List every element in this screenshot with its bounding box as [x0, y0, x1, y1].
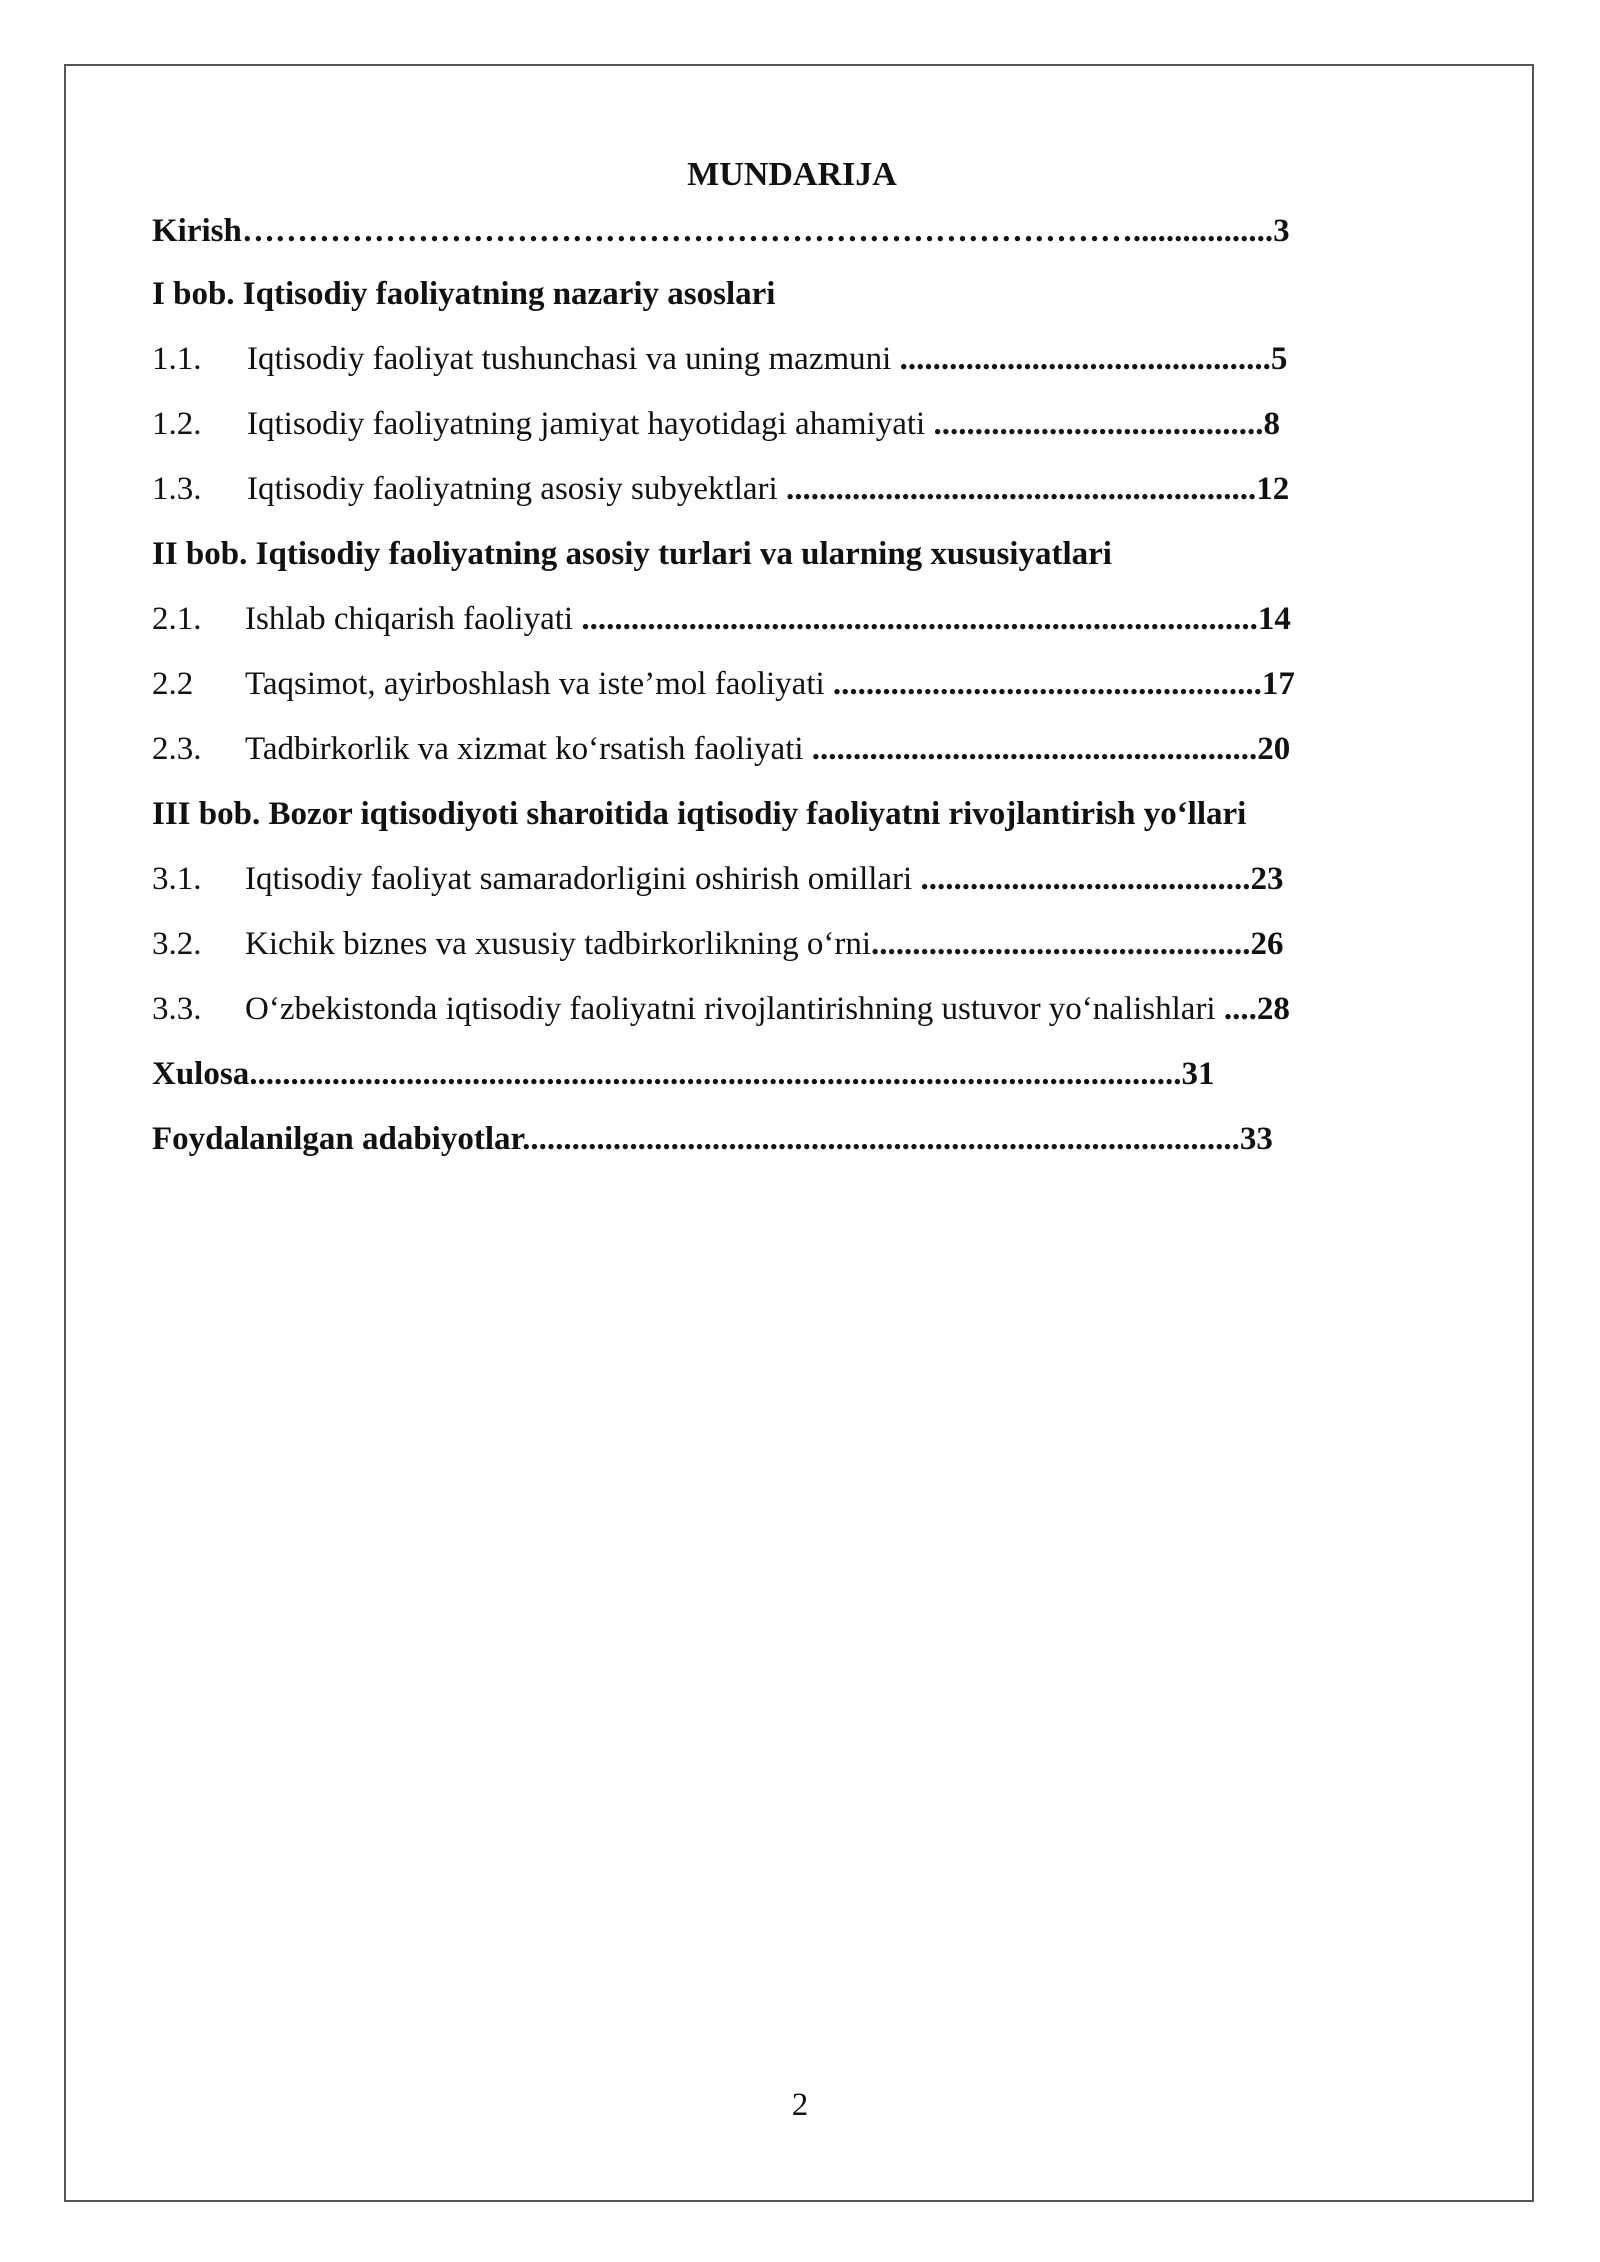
entry-text: Ishlab chiqarish faoliyati	[245, 601, 582, 637]
dot-leader: ....................................................	[832, 666, 1262, 702]
entry-text: Iqtisodiy faoliyatning asosiy subyektlari	[247, 471, 786, 507]
entry-text: Iqtisodiy faoliyat samaradorligini oshirish omillari	[245, 861, 921, 897]
entry-text: Tadbirkorlik va xizmat ko‘rsatish faoliyati	[245, 731, 812, 767]
page-ref: 20	[1257, 731, 1291, 767]
toc-section-3-1[interactable]	[152, 847, 1452, 912]
toc-section-2-1[interactable]	[152, 587, 1452, 652]
page-ref: 3	[1273, 213, 1290, 249]
entry-text: Xulosa	[152, 1056, 250, 1092]
chapter-title: II bob. Iqtisodiy faoliyatning asosiy turlari va ularning xususiyatlari	[152, 536, 1112, 572]
page-number: 2	[791, 2087, 809, 2123]
page-ref: 26	[1250, 926, 1284, 962]
toc-section-1-1[interactable]	[152, 327, 1452, 392]
toc-chapter-1[interactable]	[152, 262, 1452, 327]
toc-section-3-2[interactable]	[152, 912, 1452, 977]
entry-text: Iqtisodiy faoliyatning jamiyat hayotidagi ahamiyati	[247, 406, 934, 442]
entry-text: Kirish	[152, 213, 242, 249]
dot-leader: .........................................................	[785, 471, 1257, 507]
chapter-title: III bob. Bozor iqtisodiyoti sharoitida iqtisodiy faoliyatni rivojlantirish yo‘llari	[152, 796, 1247, 832]
page-ref: 14	[1257, 601, 1291, 637]
dot-leader: .............................................	[899, 341, 1271, 377]
dot-leader: ……………………………………………………………………….................	[241, 213, 1274, 249]
page-ref: 28	[1256, 991, 1290, 1027]
entry-text: Kichik biznes va xususiy tadbirkorlikning o‘rni	[245, 926, 871, 962]
toc-title: MUNDARIJA	[687, 156, 897, 193]
toc-section-2-2[interactable]	[152, 652, 1452, 717]
section-number: 3.3.	[152, 991, 202, 1027]
entry-text: Foydalanilgan adabiyotlar	[152, 1121, 523, 1157]
section-number: 2.1.	[152, 601, 202, 637]
section-number: 1.3.	[152, 471, 202, 507]
page-ref: 23	[1250, 861, 1284, 897]
section-number: 1.1.	[152, 341, 202, 377]
section-number: 3.1.	[152, 861, 202, 897]
section-number: 2.2	[152, 666, 194, 702]
entry-text: Taqsimot, ayirboshlash va iste’mol faoliyati	[245, 666, 833, 702]
section-number: 3.2.	[152, 926, 202, 962]
dot-leader: ........................................	[920, 861, 1251, 897]
toc-chapter-2[interactable]	[152, 522, 1452, 587]
table-of-contents	[152, 150, 1452, 1172]
section-number: 2.3.	[152, 731, 202, 767]
toc-entry-adabiyotlar[interactable]	[152, 1107, 1452, 1172]
toc-chapter-3[interactable]	[152, 782, 1452, 847]
toc-section-1-3[interactable]	[152, 457, 1452, 522]
dot-leader: ..................................................................................	[581, 601, 1258, 637]
toc-entry-xulosa[interactable]	[152, 1042, 1452, 1107]
page-ref: 12	[1256, 471, 1290, 507]
dot-leader: ........................................	[933, 406, 1264, 442]
toc-section-2-3[interactable]	[152, 717, 1452, 782]
entry-text: Iqtisodiy faoliyat tushunchasi va uning mazmuni	[247, 341, 900, 377]
page-ref: 8	[1263, 406, 1280, 442]
toc-section-1-2[interactable]	[152, 392, 1452, 457]
toc-section-3-3[interactable]	[152, 977, 1452, 1042]
page-ref: 5	[1270, 341, 1288, 377]
dot-leader: ......................................................	[811, 731, 1258, 767]
dot-leader: .................................................................................................................	[249, 1056, 1182, 1092]
entry-text: O‘zbekistonda iqtisodiy faoliyatni rivojlantirishning ustuvor yo‘nalishlari	[245, 991, 1224, 1027]
chapter-title: I bob. Iqtisodiy faoliyatning nazariy asoslari	[152, 276, 776, 312]
page-ref: 17	[1261, 666, 1295, 702]
dot-leader: ....	[1223, 991, 1257, 1027]
section-number: 1.2.	[152, 406, 202, 442]
page-ref: 31	[1181, 1056, 1215, 1092]
dot-leader: .......................................................................................	[522, 1121, 1240, 1157]
dot-leader: ..............................................	[871, 926, 1251, 962]
page-ref: 33	[1239, 1121, 1273, 1157]
toc-entry-kirish[interactable]	[152, 200, 1452, 262]
